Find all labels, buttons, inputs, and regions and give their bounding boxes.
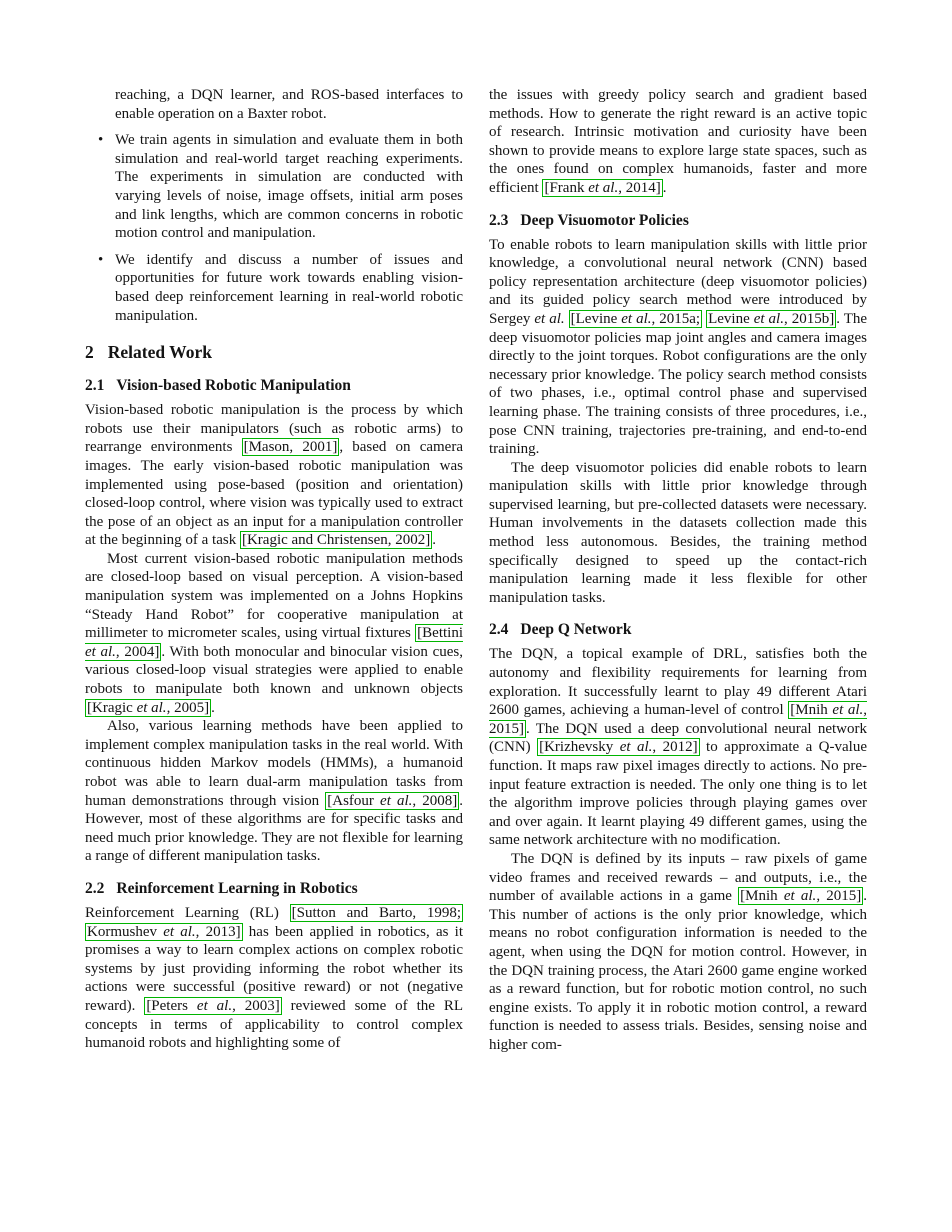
et-al-italic: et al. (196, 997, 233, 1014)
paragraph: The deep visuomotor policies did enable robots to learn manipulation skills with little prior knowledge through supervised learning, but pre-collected datasets were necessary. Human involvements in the datasets collection made this method less autonomous. Besides, the training method specifically designed to speed up the contact-rich manipulation learning made it less flexible for other manipulation tasks. (489, 459, 867, 606)
et-al-italic: et al. (163, 923, 196, 940)
et-al-italic: et al. (783, 888, 817, 905)
subsection-heading (489, 211, 867, 230)
et-al-italic: et al. (753, 310, 784, 327)
et-al-italic: et al. (136, 699, 167, 716)
citation-link[interactable]: [Bettini et al., 2004] (85, 625, 463, 660)
section-heading (85, 341, 463, 363)
paragraph: To enable robots to learn manipulation skills with little prior knowledge, a convolutional neural network (CNN) based policy representation architecture (deep visuomotor policies) and its guided policy search method were introduced by Sergey et al. [Levine et al., 2015a; Levine et al., 2015b] . The deep visuomotor policies map joint angles and camera images directly to the joint torques. Robot configurations are the only necessary prior knowledge. The policy search method consists of two phases, i.e., optimal control phase and supervised learning phase. The training consists of three procedures, i.e., pose CNN training, trajectories pre-training, and end-to-end training. (489, 236, 868, 458)
subsection-heading (85, 376, 463, 395)
citation-link[interactable]: [Frank et al., 2014] (544, 179, 661, 196)
citation-link[interactable]: [Mnih et al., 2015] (740, 888, 862, 905)
citation-link[interactable]: [Asfour et al., 2008] (327, 792, 458, 809)
section-number: 2 (85, 342, 94, 363)
citation-link[interactable]: Kormushev et al., 2013] (87, 923, 241, 940)
subsection-heading (85, 879, 463, 898)
section-number: 2.3 (489, 211, 509, 229)
paragraph: Most current vision-based robotic manipulation methods are closed-loop based on visual perception. A vision-based manipulation system was implemented on a Johns Hopkins “Steady Hand Robot” for cooperative manipulation at millimeter to micrometer scales, using virtual fixtures [Bettini et al., 2004] . With both monocular and binocular vision cues, various closed-loop visual strategies were applied to enable robots to manipulate both known and unknown objects [Kragic et al., 2005] . (85, 550, 463, 716)
citation-link[interactable]: Levine et al., 2015b] (708, 310, 835, 327)
section-title: Deep Q Network (520, 621, 632, 639)
et-al-italic: et al. (619, 739, 653, 756)
citation-link[interactable]: [Sutton and Barto, 1998; (291, 904, 461, 921)
left-column (85, 86, 463, 1192)
right-column (489, 86, 867, 1192)
paragraph: Vision-based robotic manipulation is the process by which robots use their manipulators (such as robotic arms) to rearrange environments [Mason, 2001] , based on camera images. The early vision-based robotic manipulation was implemented using pose-based (position and orientation) closed-loop control, where vision was typically used to extract the pose of an object as an input for a manipulation controller at the beginning of a task [Kragic and Christensen, 2002] . (85, 402, 463, 549)
bullet-icon: • (98, 251, 104, 268)
section-number: 2.1 (85, 377, 105, 395)
paragraph: Reinforcement Learning (RL) [Sutton and Barto, 1998; Kormushev et al., 2013] has been applied in robotics, as it promises a way to learn complex actions on complex robotic systems by just providing informing the robot whether its actions were successful (positive reward) or not (negative reward). [Peters et al., 2003] reviewed some of the RL concepts in terms of applicability to control complex humanoid robots and highlighting some of (85, 904, 463, 1052)
section-number: 2.2 (85, 879, 105, 897)
et-al-italic: et al. (832, 702, 864, 719)
paragraph: The DQN is defined by its inputs – raw pixels of game video frames and received rewards – and outputs, i.e., the number of available actions in a game [Mnih et al., 2015] . This number of actions is the only prior knowledge, which means no robot configuration information is needed to the agent, when using the DQN for motion control. However, in the DQN training process, the Atari 2600 game engine worked as a reward function, but for robotic motion control, no such engine exists. To apply it in robotic motion control, a reward function is needed to assess trials. Besides, sensing noise and higher com- (489, 850, 868, 1053)
et-al-italic: et al. (588, 179, 619, 196)
citation-link[interactable]: [Levine et al., 2015a; (570, 310, 701, 327)
paragraph: Also, various learning methods have been applied to implement complex manipulation tasks in the real world. With continuous hidden Markov models (HMMs), a humanoid robot was able to learn dual-arm manipulation tasks from human demonstrations through vision [Asfour et al., 2008] . However, most of these algorithms are for specific tasks and need much prior knowledge. They are not flexible for learning a range of different manipulation tasks. (85, 718, 463, 865)
subsection-heading (489, 620, 867, 639)
bullet-icon: • (98, 132, 104, 149)
bullet-list-item: • We train agents in simulation and evaluate them in both simulation and real-world target reaching experiments. The experiments in simulation are conducted with varying levels of noise, image offsets, initial arm poses and link lengths, which are common concerns in robotic motion control and manipulation. (98, 132, 463, 242)
paragraph: The DQN, a topical example of DRL, satisfies both the autonomy and flexibility requirements for learning from exploration. It successfully learnt to play 49 different Atari 2600 games, achieving a human-level of control [Mnih et al., 2015] . The DQN used a deep convolutional neural network (CNN) [Krizhevsky et al., 2012] to approximate a Q-value function. It maps raw pixel images directly to actions. No pre-input feature extraction is needed. The only one thing is to let the algorithm improve policies through playing games over and over again. It learnt playing 49 different games, using the same network architecture with no modification. (489, 646, 868, 849)
citation-link[interactable]: [Kragic et al., 2005] (87, 699, 210, 716)
et-al-italic: et al. (621, 310, 652, 327)
section-title: Reinforcement Learning in Robotics (116, 879, 358, 897)
et-al-italic: et al. (85, 643, 116, 660)
section-title: Related Work (107, 342, 212, 363)
citation-link[interactable]: [Mnih et al., 2015] (489, 702, 868, 737)
citation-link[interactable]: [Mason, 2001] (243, 439, 338, 456)
paragraph: the issues with greedy policy search and gradient based methods. How to generate the right reward is an active topic of research. Intrinsic motivation and curiosity have been shown to provide means to explore large state spaces, such as the ones found on complex humanoids, faster and more efficient [Frank et al., 2014] . (489, 87, 867, 196)
citation-link[interactable]: [Peters et al., 2003] (146, 997, 280, 1014)
et-al-italic: et al. (534, 310, 565, 327)
bullet-list-item: • We identify and discuss a number of issues and opportunities for future work towards enabling vision-based deep reinforcement learning in real-world robotic manipulation. (98, 251, 463, 324)
section-title: Vision-based Robotic Manipulation (116, 377, 351, 395)
continued-bullet-text: reaching, a DQN learner, and ROS-based interfaces to enable operation on a Baxter robot. (115, 87, 463, 122)
citation-link[interactable]: [Krizhevsky et al., 2012] (539, 739, 698, 756)
et-al-italic: et al. (380, 792, 413, 809)
section-title: Deep Visuomotor Policies (520, 211, 689, 229)
section-number: 2.4 (489, 621, 509, 639)
citation-link[interactable]: [Kragic and Christensen, 2002] (241, 532, 431, 549)
